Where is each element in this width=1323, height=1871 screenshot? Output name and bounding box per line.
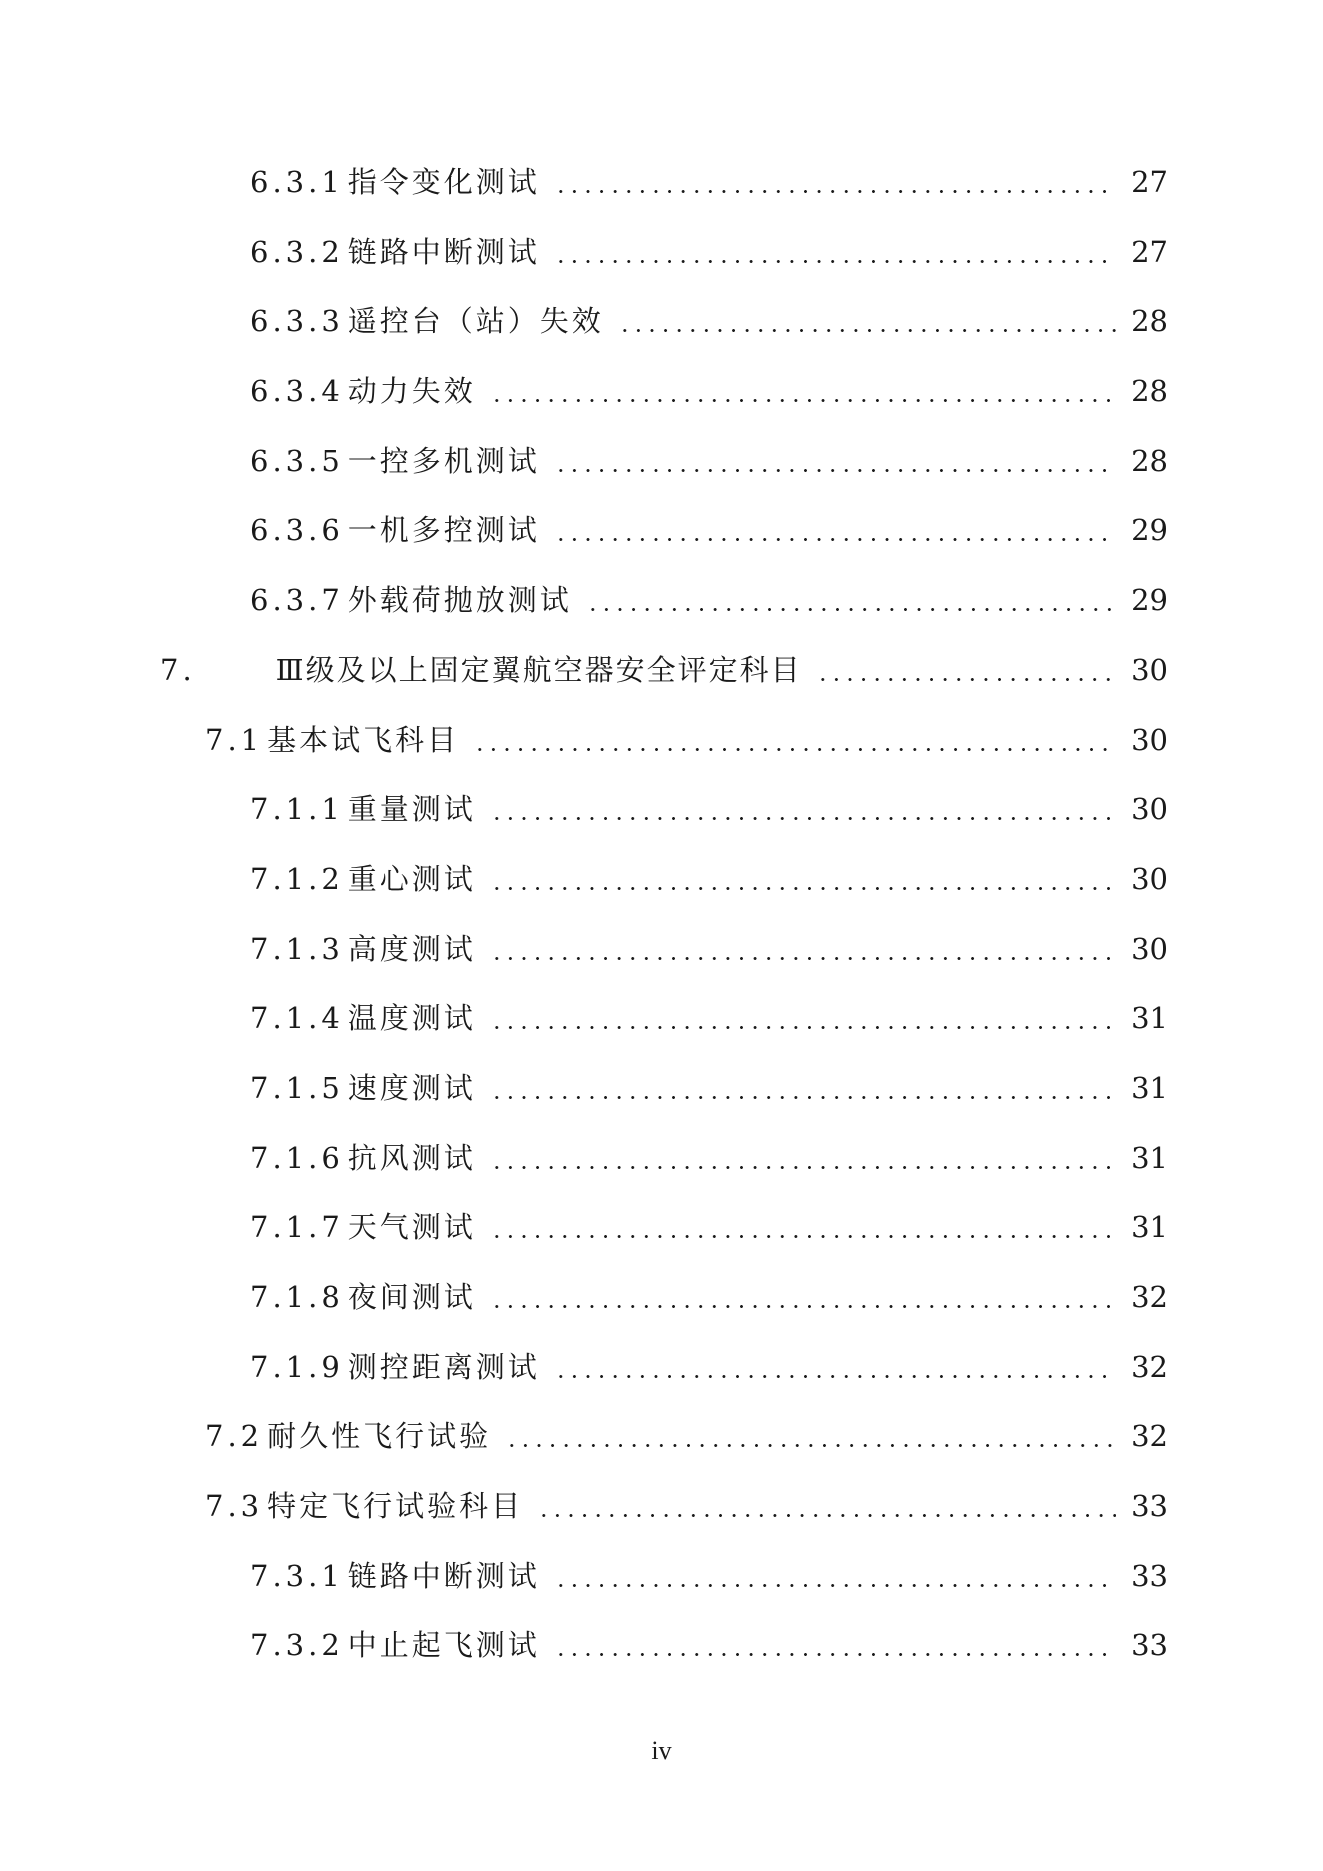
toc-entry-7-1-2[interactable] [0, 861, 1323, 931]
toc-entry-page: 27 [1131, 234, 1168, 269]
toc-entry-number: 6.3.2 [250, 234, 344, 269]
toc-entry-page: 31 [1131, 1140, 1168, 1175]
toc-entry-number: 7.1.5 [250, 1070, 344, 1105]
toc-entry-title: 链路中断测试 [347, 1558, 540, 1593]
toc-entry-title: Ⅲ级及以上固定翼航空器安全评定科目 [275, 652, 802, 687]
toc-entry-page: 31 [1131, 1001, 1168, 1036]
toc-entry-title: 链路中断测试 [347, 234, 540, 269]
toc-entry-6-3-7[interactable] [0, 582, 1323, 652]
toc-entry-page: 30 [1131, 861, 1168, 896]
toc-entry-6-3-5[interactable] [0, 443, 1323, 513]
toc-entry-number: 7.1.6 [250, 1140, 344, 1175]
dot-leader [490, 861, 1116, 897]
toc-entry-6-3-2[interactable] [0, 234, 1323, 304]
dot-leader [554, 1627, 1116, 1663]
toc-entry-number: 7.1.3 [250, 931, 344, 966]
toc-entry-7-3[interactable] [0, 1488, 1323, 1558]
toc-entry-page: 33 [1131, 1558, 1168, 1593]
toc-entry-title: 基本试飞科目 [267, 722, 460, 757]
toc-entry-number: 6.3.5 [250, 443, 344, 478]
toc-entry-6-3-6[interactable] [0, 512, 1323, 582]
toc-entry-6-3-3[interactable] [0, 303, 1323, 373]
toc-entry-7-3-2[interactable] [0, 1627, 1323, 1697]
toc-entry-7-1-9[interactable] [0, 1349, 1323, 1419]
toc-entry-page: 29 [1131, 583, 1168, 618]
toc-entry-7-1-8[interactable] [0, 1279, 1323, 1349]
dot-leader [490, 1070, 1116, 1106]
dot-leader [554, 1558, 1116, 1594]
toc-entry-number: 6.3.4 [250, 374, 344, 409]
toc-entry-title: 重心测试 [347, 861, 476, 896]
dot-leader [554, 512, 1116, 548]
toc-entry-page: 33 [1131, 1489, 1168, 1524]
toc-entry-title: 指令变化测试 [347, 165, 540, 199]
toc-entry-page: 30 [1131, 652, 1168, 687]
toc-entry-7-1-6[interactable] [0, 1140, 1323, 1210]
toc-entry-6-3-4[interactable] [0, 373, 1323, 443]
toc-entry-title: 夜间测试 [347, 1280, 476, 1314]
toc-entry-page: 30 [1131, 792, 1168, 827]
toc-entry-title: 抗风测试 [347, 1140, 476, 1175]
toc-entry-7-3-1[interactable] [0, 1558, 1323, 1628]
toc-entry-title: 速度测试 [347, 1070, 476, 1105]
toc-entry-page: 30 [1131, 931, 1168, 966]
dot-leader [490, 373, 1116, 409]
toc-entry-number: 7.1.8 [250, 1280, 344, 1314]
toc-entry-number: 7.1.4 [250, 1001, 344, 1036]
toc-entry-number: 6.3.7 [250, 583, 344, 618]
toc-entry-number: 7.1.9 [250, 1349, 344, 1384]
toc-entry-page: 32 [1131, 1349, 1168, 1384]
toc-entry-title: 高度测试 [347, 931, 476, 966]
dot-leader [554, 164, 1116, 200]
toc-entry-7-1-5[interactable] [0, 1070, 1323, 1140]
toc-entry-number: 7.1.1 [250, 792, 344, 827]
dot-leader [554, 234, 1116, 270]
toc-entry-title: 天气测试 [347, 1210, 476, 1245]
toc-entry-7-1-4[interactable] [0, 1000, 1323, 1070]
toc-entry-number: 7.3 [205, 1489, 264, 1524]
dot-leader [490, 791, 1116, 827]
toc-entry-number: 7.2 [205, 1419, 264, 1454]
toc-entry-page: 27 [1131, 165, 1168, 199]
toc-entry-page: 31 [1131, 1210, 1168, 1245]
dot-leader [816, 652, 1116, 688]
toc-entry-title: 测控距离测试 [347, 1349, 540, 1384]
dot-leader [505, 1418, 1116, 1454]
dot-leader [473, 722, 1116, 758]
toc-entry-title: 一控多机测试 [347, 443, 540, 478]
page-number: iv [651, 1736, 672, 1765]
dot-leader [554, 1349, 1116, 1385]
toc-entry-page: 31 [1131, 1070, 1168, 1105]
dot-leader [490, 1000, 1116, 1036]
toc-entry-number: 7.1.2 [250, 861, 344, 896]
toc-entry-page: 28 [1131, 443, 1168, 478]
toc-entry-number: 6.3.3 [250, 304, 344, 339]
dot-leader [490, 1140, 1116, 1176]
toc-entry-title: 遥控台（站）失效 [347, 304, 604, 339]
toc-entry-title: 耐久性飞行试验 [267, 1419, 492, 1454]
toc-entry-title: 外载荷抛放测试 [347, 583, 572, 618]
toc-entry-7-2[interactable] [0, 1418, 1323, 1488]
toc-entry-number: 7. [160, 652, 196, 687]
toc-entry-page: 28 [1131, 374, 1168, 409]
toc-entry-7-1[interactable] [0, 722, 1323, 792]
toc-entry-title: 动力失效 [347, 374, 476, 409]
toc-entry-title: 温度测试 [347, 1001, 476, 1036]
toc-entry-number: 7.1 [205, 722, 264, 757]
toc-entry-page: 33 [1131, 1628, 1168, 1663]
toc-entry-page: 29 [1131, 513, 1168, 548]
toc-entry-page: 28 [1131, 304, 1168, 339]
dot-leader [618, 303, 1116, 339]
dot-leader [490, 1279, 1116, 1315]
dot-leader [554, 443, 1116, 479]
toc-entry-page: 30 [1131, 722, 1168, 757]
toc-entry-page: 32 [1131, 1280, 1168, 1314]
dot-leader [490, 1209, 1116, 1245]
toc-entry-title: 中止起飞测试 [347, 1628, 540, 1663]
toc-entry-7[interactable] [0, 652, 1323, 722]
toc-entry-number: 7.3.1 [250, 1558, 344, 1593]
toc-entry-title: 重量测试 [347, 792, 476, 827]
toc-entry-6-3-1[interactable] [0, 164, 1323, 234]
dot-leader [586, 582, 1116, 618]
dot-leader [490, 931, 1116, 967]
toc-entry-7-1-7[interactable] [0, 1209, 1323, 1279]
toc-entry-title: 特定飞行试验科目 [267, 1489, 524, 1524]
toc-entry-7-1-3[interactable] [0, 931, 1323, 1001]
toc-entry-page: 32 [1131, 1419, 1168, 1454]
dot-leader [537, 1488, 1116, 1524]
toc-entry-7-1-1[interactable] [0, 791, 1323, 861]
toc-entry-number: 7.1.7 [250, 1210, 344, 1245]
toc-entry-title: 一机多控测试 [347, 513, 540, 548]
toc-entry-number: 7.3.2 [250, 1628, 344, 1663]
table-of-contents [0, 164, 1323, 1697]
toc-entry-number: 6.3.1 [250, 165, 344, 199]
toc-entry-number: 6.3.6 [250, 513, 344, 548]
